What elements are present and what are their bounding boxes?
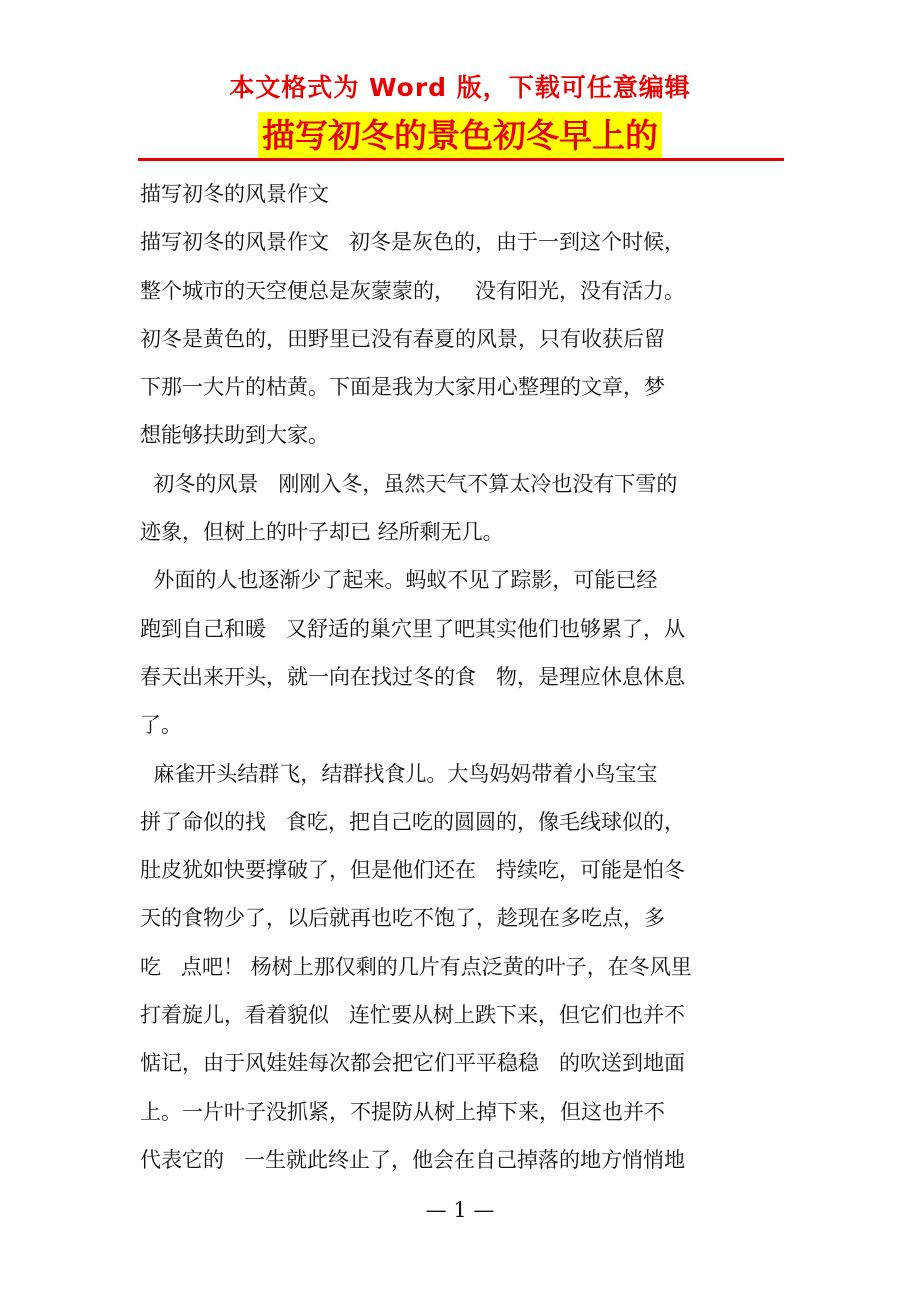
body-line: 下那一大片的枯黄。下面是我为大家用心整理的文章，梦 — [140, 375, 665, 400]
body-line: 描写初冬的风景作文 初冬是灰色的，由于一到这个时候， — [140, 230, 686, 255]
body-line: 麻雀开头结群飞，结群找食儿。大鸟妈妈带着小鸟宝宝 — [140, 761, 658, 786]
body-line: 打着旋儿，看着貌似 连忙要从树上跌下来，但它们也并不 — [140, 1003, 686, 1028]
body-line: 上。一片叶子没抓紧，不提防从树上掉下来，但这也并不 — [140, 1099, 665, 1124]
body-line: 迹象，但树上的叶子却已 经所剩无几。 — [140, 520, 504, 545]
body-line: 初冬是黄色的，田野里已没有春夏的风景，只有收获后留 — [140, 326, 665, 351]
body-line: 了。 — [140, 713, 182, 738]
body-line: 肚皮犹如快要撑破了，但是他们还在 持续吃，可能是怕冬 — [140, 858, 686, 883]
body-line: 拼了命似的找 食吃，把自己吃的圆圆的，像毛线球似的， — [140, 809, 686, 834]
body-line: 惦记，由于风娃娃每次都会把它们平平稳稳 的吹送到地面 — [140, 1051, 686, 1076]
body-line: 吃 点吧！ 杨树上那仅剩的几片有点泛黄的叶子，在冬风里 — [140, 954, 692, 979]
body-line: 春天出来开头，就一向在找过冬的食 物，是理应休息休息 — [140, 664, 686, 689]
body-line: 外面的人也逐渐少了起来。蚂蚁不见了踪影，可能已经 — [140, 568, 658, 593]
body-line: 整个城市的天空便总是灰蒙蒙的， 没有阳光，没有活力。 — [140, 278, 686, 303]
page-number: — 1 — — [425, 1198, 495, 1222]
title-divider — [138, 158, 784, 161]
body-line: 天的食物少了，以后就再也吃不饱了，趁现在多吃点，多 — [140, 906, 665, 931]
body-line: 初冬的风景 刚刚入冬，虽然天气不算太冷也没有下雪的 — [140, 471, 678, 496]
body-text — [140, 170, 788, 1184]
body-line: 代表它的 一生就此终止了，他会在自己掉落的地方悄悄地 — [140, 1147, 686, 1172]
title-block — [0, 112, 920, 160]
body-line: 想能够扶助到大家。 — [140, 423, 329, 448]
body-line: 跑到自己和暖 又舒适的巢穴里了吧其实他们也够累了，从 — [140, 616, 686, 641]
format-banner: 本文格式为 Word 版，下载可任意编辑 — [229, 73, 691, 102]
document-title: 描写初冬的景色初冬早上的 — [258, 112, 662, 160]
subtitle-line: 描写初冬的风景作文 — [140, 182, 329, 206]
